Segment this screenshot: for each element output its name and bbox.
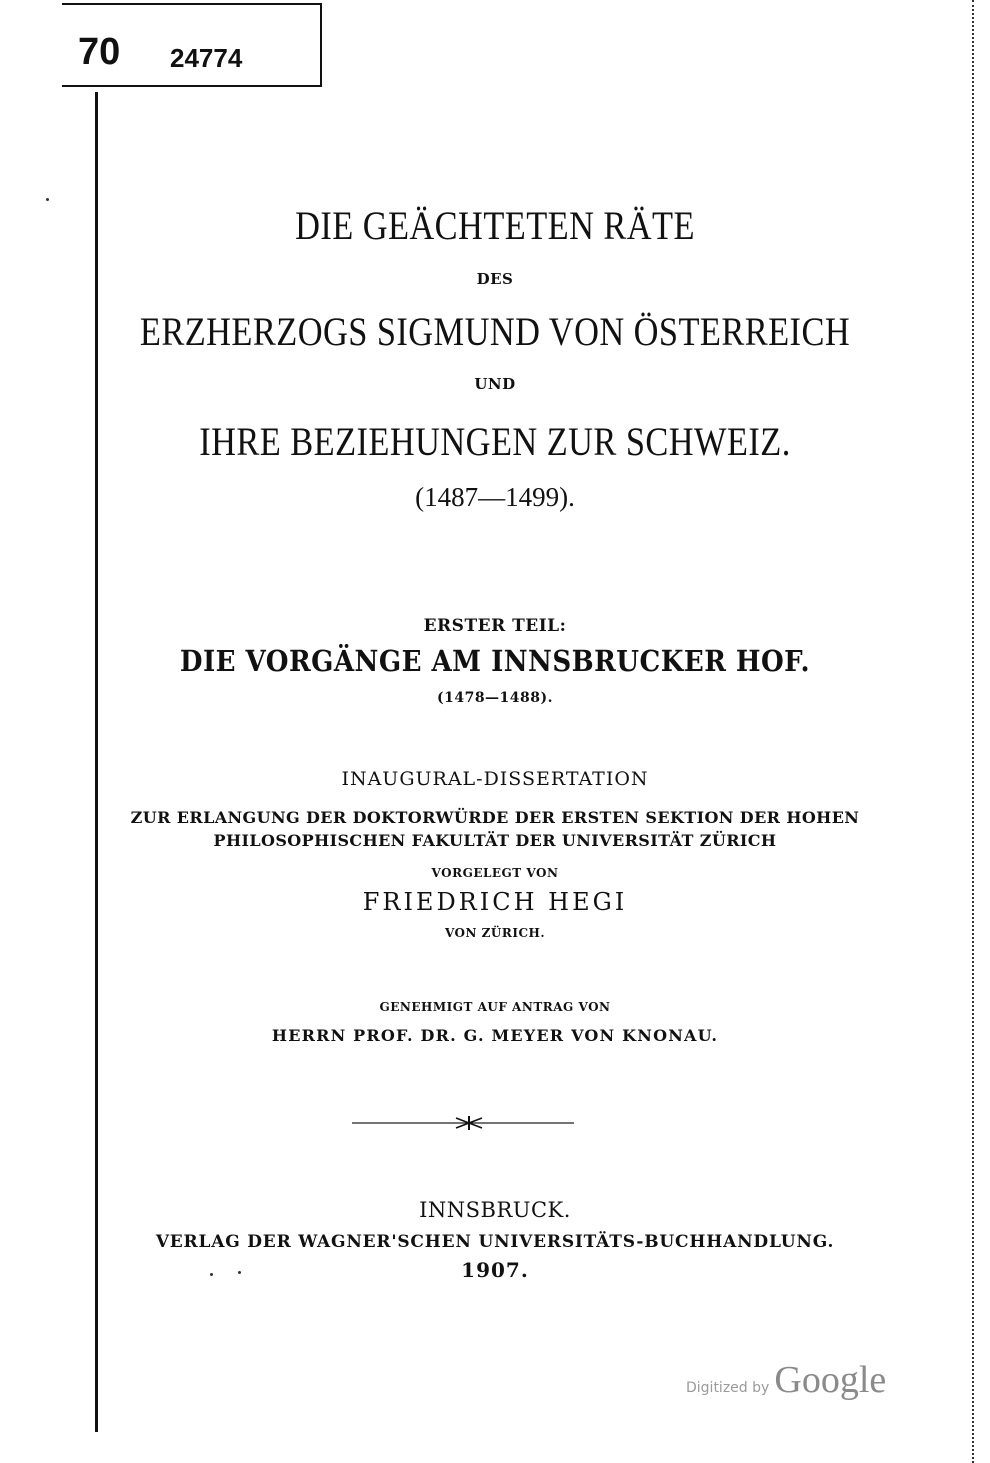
digitized-watermark xyxy=(686,1358,886,1402)
author-name: FRIEDRICH HEGI xyxy=(362,888,628,916)
catalog-code: 24774 xyxy=(170,43,243,73)
author-origin: VON ZÜRICH. xyxy=(444,926,546,940)
part-dates: (1478—1488). xyxy=(436,690,554,706)
page-frame xyxy=(95,92,976,1432)
watermark-prefix: Digitized by xyxy=(686,1380,770,1396)
scan-speck xyxy=(46,198,49,201)
imprint-year: 1907. xyxy=(461,1258,529,1282)
scan-speck xyxy=(210,1273,213,1276)
scan-speck xyxy=(238,1271,241,1274)
title-line-2: DES xyxy=(476,270,514,288)
imprint-publisher: VERLAG DER WAGNER'SCHEN UNIVERSITÄTS-BUCHHANDLUNG. xyxy=(155,1232,835,1252)
title-line-3: ERZHERZOGS SIGMUND VON ÖSTERREICH xyxy=(139,309,851,354)
part-title: DIE VORGÄNGE AM INNSBRUCKER HOF. xyxy=(179,644,811,678)
title-line-4: UND xyxy=(474,375,516,393)
presented-by: VORGELEGT VON xyxy=(431,866,559,880)
catalog-number: 70 xyxy=(78,31,121,73)
title-line-1: DIE GEÄCHTETEN RÄTE xyxy=(295,203,695,248)
catalog-label xyxy=(62,3,322,87)
dissertation-line-2: PHILOSOPHISCHEN FAKULTÄT DER UNIVERSITÄT ZÜRICH xyxy=(213,831,777,850)
title-line-5: IHRE BEZIEHUNGEN ZUR SCHWEIZ. xyxy=(199,419,791,464)
approval-line-2: HERRN PROF. DR. G. MEYER VON KNONAU. xyxy=(271,1026,719,1045)
part-label: ERSTER TEIL: xyxy=(423,616,567,636)
dissertation-line-1: ZUR ERLANGUNG DER DOKTORWÜRDE DER ERSTEN SEKTION DER HOHEN xyxy=(130,808,860,827)
dissertation-heading: INAUGURAL-DISSERTATION xyxy=(341,768,649,790)
approval-line-1: GENEHMIGT AUF ANTRAG VON xyxy=(379,1000,611,1014)
imprint-city: INNSBRUCK. xyxy=(419,1198,571,1222)
ornament-divider xyxy=(352,1116,574,1130)
title-dates: (1487—1499). xyxy=(415,482,575,512)
google-logo: Google xyxy=(774,1359,887,1401)
